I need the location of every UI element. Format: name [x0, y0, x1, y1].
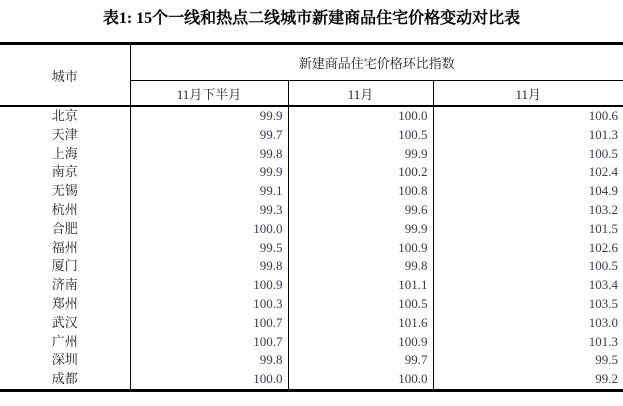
city-cell: 成都 [0, 370, 130, 390]
value-cell: 99.8 [130, 257, 288, 276]
table-row [0, 257, 623, 276]
table-row [0, 163, 623, 182]
table-row [0, 201, 623, 220]
table-title: 表1: 15个一线和热点二线城市新建商品住宅价格变动对比表 [102, 10, 521, 27]
value-cell: 100.9 [288, 239, 433, 258]
city-cell: 厦门 [0, 257, 130, 276]
column-header-november: 11月 [288, 81, 433, 107]
city-cell: 北京 [0, 106, 130, 126]
table-row [0, 276, 623, 295]
value-cell: 99.5 [130, 239, 288, 258]
value-cell: 103.2 [588, 201, 618, 217]
table-row [0, 220, 623, 239]
value-cell: 101.5 [588, 220, 618, 236]
table-row [0, 182, 623, 201]
city-column-header: 城市 [0, 44, 130, 107]
value-cell: 99.9 [130, 106, 288, 126]
city-cell: 合肥 [0, 220, 130, 239]
value-cell: 99.3 [130, 201, 288, 220]
table-row [0, 333, 623, 352]
value-cell: 100.7 [130, 314, 288, 333]
table-row [0, 314, 623, 333]
value-cell: 101.3 [588, 333, 618, 349]
table-row [0, 239, 623, 258]
column-header-second-half-nov: 11月下半月 [130, 81, 288, 107]
value-cell: 99.7 [130, 126, 288, 145]
value-cell: 100.5 [588, 258, 618, 274]
city-cell: 杭州 [0, 201, 130, 220]
value-cell: 103.5 [588, 295, 618, 311]
city-cell: 天津 [0, 126, 130, 145]
value-cell: 100.0 [288, 370, 433, 390]
city-cell: 无锡 [0, 182, 130, 201]
table-row [0, 370, 623, 390]
value-cell: 99.5 [595, 352, 618, 368]
value-cell: 100.9 [130, 276, 288, 295]
city-cell: 上海 [0, 145, 130, 164]
value-cell: 100.8 [288, 182, 433, 201]
price-comparison-table [0, 42, 623, 392]
value-cell: 101.1 [288, 276, 433, 295]
value-cell: 99.8 [130, 351, 288, 370]
value-cell: 100.2 [288, 163, 433, 182]
value-cell: 100.9 [288, 333, 433, 352]
city-cell: 济南 [0, 276, 130, 295]
city-cell: 福州 [0, 239, 130, 258]
value-cell: 100.6 [588, 108, 618, 123]
column-header-november-2: 11月 [433, 81, 623, 107]
value-cell: 100.7 [130, 333, 288, 352]
city-cell: 广州 [0, 333, 130, 352]
table-body [0, 106, 623, 390]
value-cell: 100.5 [588, 145, 618, 161]
value-cell: 104.9 [588, 183, 618, 199]
value-cell: 101.6 [288, 314, 433, 333]
index-group-header: 新建商品住宅价格环比指数 [130, 44, 623, 81]
value-cell: 103.4 [588, 277, 618, 293]
value-cell: 99.7 [288, 351, 433, 370]
value-cell: 99.1 [130, 182, 288, 201]
value-cell: 103.0 [588, 314, 618, 330]
value-cell: 100.0 [288, 106, 433, 126]
group-header-row [0, 44, 623, 81]
value-cell: 99.8 [288, 257, 433, 276]
table-row [0, 126, 623, 145]
city-cell: 深圳 [0, 351, 130, 370]
value-cell: 100.3 [130, 295, 288, 314]
table-header [0, 44, 623, 107]
table-row [0, 351, 623, 370]
value-cell: 100.0 [130, 220, 288, 239]
value-cell: 99.9 [288, 145, 433, 164]
value-cell: 100.5 [288, 295, 433, 314]
value-cell: 102.6 [588, 239, 618, 255]
value-cell: 99.8 [130, 145, 288, 164]
table-row [0, 106, 623, 126]
value-cell: 100.0 [130, 370, 288, 390]
value-cell: 99.9 [130, 163, 288, 182]
city-cell: 郑州 [0, 295, 130, 314]
value-cell: 101.3 [588, 126, 618, 142]
table-row [0, 295, 623, 314]
city-cell: 南京 [0, 163, 130, 182]
value-cell: 99.9 [288, 220, 433, 239]
table-row [0, 145, 623, 164]
value-cell: 99.2 [595, 371, 618, 387]
value-cell: 99.6 [288, 201, 433, 220]
city-cell: 武汉 [0, 314, 130, 333]
value-cell: 100.5 [288, 126, 433, 145]
value-cell: 102.4 [588, 164, 618, 180]
